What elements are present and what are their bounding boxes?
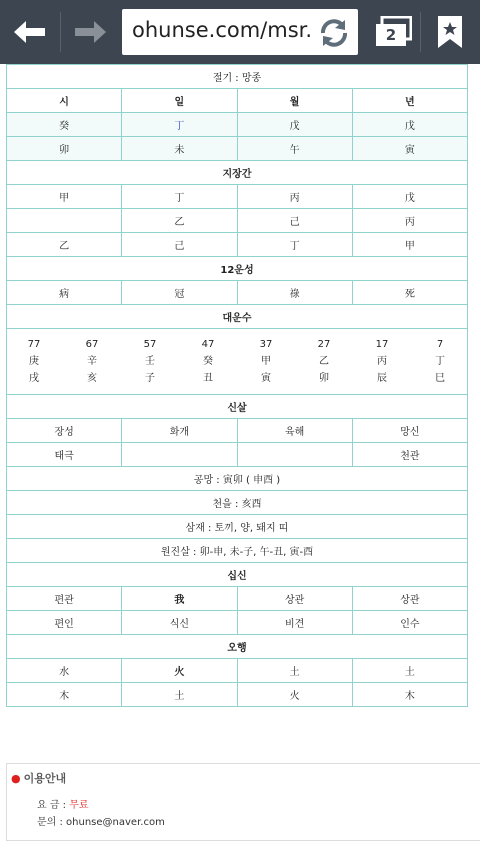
fee-value: 무료 (69, 800, 89, 811)
daewoon-stem: 丁 (435, 356, 445, 367)
sinsal-cell: 천관 (352, 443, 467, 467)
daewoon-age: 67 (85, 339, 99, 350)
daewoon-stem: 乙 (319, 356, 329, 367)
ohaeng-cell: 水 (7, 659, 122, 683)
branch-cell: 未 (122, 137, 237, 161)
daewoon-branch: 巳 (435, 373, 445, 384)
jijanggan-cell (7, 209, 122, 233)
jijanggan-cell: 丙 (237, 185, 352, 209)
jijanggan-cell: 戊 (352, 185, 467, 209)
gongmang-text: 공망 : 寅卯 ( 申酉 ) (7, 467, 468, 491)
forward-arrow-icon[interactable] (72, 18, 108, 46)
branch-cell: 午 (237, 137, 352, 161)
section-title-sipsin: 십신 (7, 563, 468, 587)
sinsal-cell (237, 443, 352, 467)
daewoon-age: 17 (375, 339, 389, 350)
daewoon-branch: 辰 (377, 373, 387, 384)
jijanggan-cell: 丁 (122, 185, 237, 209)
sipsin-cell-self: 我 (122, 587, 237, 611)
ohaeng-cell: 木 (352, 683, 467, 707)
daewoon-grid (7, 329, 468, 395)
browser-toolbar (0, 0, 480, 64)
daewoon-branch: 卯 (319, 373, 329, 384)
ohaeng-cell: 土 (237, 659, 352, 683)
daewoon-branch: 寅 (261, 373, 271, 384)
daewoon-stem: 辛 (87, 356, 97, 367)
ohaeng-cell: 木 (7, 683, 122, 707)
jijanggan-cell: 丙 (352, 209, 467, 233)
pillar-header: 시 (7, 89, 122, 113)
info-title (11, 770, 66, 786)
sipsin-row (7, 587, 468, 611)
sinsal-cell: 육해 (237, 419, 352, 443)
sipsin-cell: 편관 (7, 587, 122, 611)
sinsal-cell (122, 443, 237, 467)
sipsin-row (7, 611, 468, 635)
branch-cell: 寅 (352, 137, 467, 161)
daewoon-stem: 甲 (261, 356, 271, 367)
daewoon-age-row (7, 336, 467, 353)
daewoon-branch: 丑 (203, 373, 213, 384)
url-bar[interactable] (122, 9, 358, 55)
jijanggan-cell: 己 (122, 233, 237, 257)
jeolgi-text: 절기 : 망종 (7, 65, 468, 89)
branch-row (7, 137, 468, 161)
unseong-cell: 祿 (237, 281, 352, 305)
daewoon-age: 7 (436, 339, 444, 350)
daewoon-stem: 癸 (203, 356, 213, 367)
sipsin-cell: 인수 (352, 611, 467, 635)
section-title-jijanggan: 지장간 (7, 161, 468, 185)
ohaeng-cell: 火 (237, 683, 352, 707)
fee-label: 요 금 : (37, 800, 70, 811)
ohaeng-row (7, 659, 468, 683)
unseong-row (7, 281, 468, 305)
sinsal-row (7, 419, 468, 443)
info-box (6, 763, 480, 841)
info-title-text: 이용안내 (23, 772, 67, 785)
tab-count[interactable]: 2 (385, 26, 397, 44)
daewoon-stem: 壬 (145, 356, 155, 367)
fee-line (37, 796, 89, 811)
sinsal-cell: 망신 (352, 419, 467, 443)
daewoon-age: 57 (143, 339, 157, 350)
sipsin-cell: 식신 (122, 611, 237, 635)
saju-result (6, 64, 468, 707)
toolbar-divider (60, 12, 61, 52)
daewoon-stem-row (7, 353, 467, 370)
back-arrow-icon[interactable] (12, 18, 48, 46)
unseong-cell: 病 (7, 281, 122, 305)
branch-cell: 卯 (7, 137, 122, 161)
pillar-header: 월 (237, 89, 352, 113)
unseong-cell: 冠 (122, 281, 237, 305)
wonjinsal-text: 원진살 : 卯-申, 未-子, 午-丑, 寅-酉 (7, 539, 468, 563)
toolbar-divider (420, 12, 421, 52)
jijanggan-cell: 甲 (7, 185, 122, 209)
sipsin-cell: 상관 (237, 587, 352, 611)
sipsin-cell: 편인 (7, 611, 122, 635)
sipsin-cell: 상관 (352, 587, 467, 611)
section-title-ohaeng: 오행 (7, 635, 468, 659)
stem-cell: 戊 (352, 113, 467, 137)
jijanggan-cell: 乙 (122, 209, 237, 233)
daewoon-branch: 子 (145, 373, 155, 384)
stem-row (7, 113, 468, 137)
section-title-unseong: 12운성 (7, 257, 468, 281)
ohaeng-cell: 土 (352, 659, 467, 683)
daewoon-stem: 庚 (29, 356, 39, 367)
stem-cell: 戊 (237, 113, 352, 137)
sinsal-cell: 태극 (7, 443, 122, 467)
sinsal-cell: 화개 (122, 419, 237, 443)
daewoon-branch-row (7, 370, 467, 387)
daewoon-age: 47 (201, 339, 215, 350)
jijanggan-row (7, 233, 468, 257)
daewoon-stem: 丙 (377, 356, 387, 367)
url-text[interactable]: ohunse.com/msr. (132, 18, 313, 42)
ohaeng-row (7, 683, 468, 707)
ohaeng-cell-self: 火 (122, 659, 237, 683)
section-title-daewoon: 대운수 (7, 305, 468, 329)
pillar-header: 년 (352, 89, 467, 113)
daewoon-age: 77 (27, 339, 41, 350)
jijanggan-row (7, 209, 468, 233)
daewoon-branch: 亥 (87, 373, 97, 384)
jijanggan-cell: 丁 (237, 233, 352, 257)
bullet-icon: ● (11, 772, 21, 785)
contact-line: 문의 : ohunse@naver.com (37, 817, 165, 828)
sipsin-cell: 비견 (237, 611, 352, 635)
bookmark-icon[interactable] (436, 15, 464, 49)
daewoon-age: 27 (317, 339, 331, 350)
ohaeng-cell: 土 (122, 683, 237, 707)
saju-table (6, 64, 468, 707)
jijanggan-row (7, 185, 468, 209)
stem-cell: 癸 (7, 113, 122, 137)
section-title-sinsal: 신살 (7, 395, 468, 419)
unseong-cell: 死 (352, 281, 467, 305)
jijanggan-cell: 乙 (7, 233, 122, 257)
stem-cell-day: 丁 (122, 113, 237, 137)
cheoneul-text: 천을 : 亥酉 (7, 491, 468, 515)
sinsal-cell: 장성 (7, 419, 122, 443)
jijanggan-cell: 己 (237, 209, 352, 233)
pillar-header-row (7, 89, 468, 113)
refresh-icon[interactable] (317, 16, 351, 50)
jijanggan-cell: 甲 (352, 233, 467, 257)
daewoon-branch: 戌 (29, 373, 39, 384)
daewoon-age: 37 (259, 339, 273, 350)
pillar-header: 일 (122, 89, 237, 113)
samjae-text: 삼재 : 토끼, 양, 돼지 띠 (7, 515, 468, 539)
sinsal-row (7, 443, 468, 467)
